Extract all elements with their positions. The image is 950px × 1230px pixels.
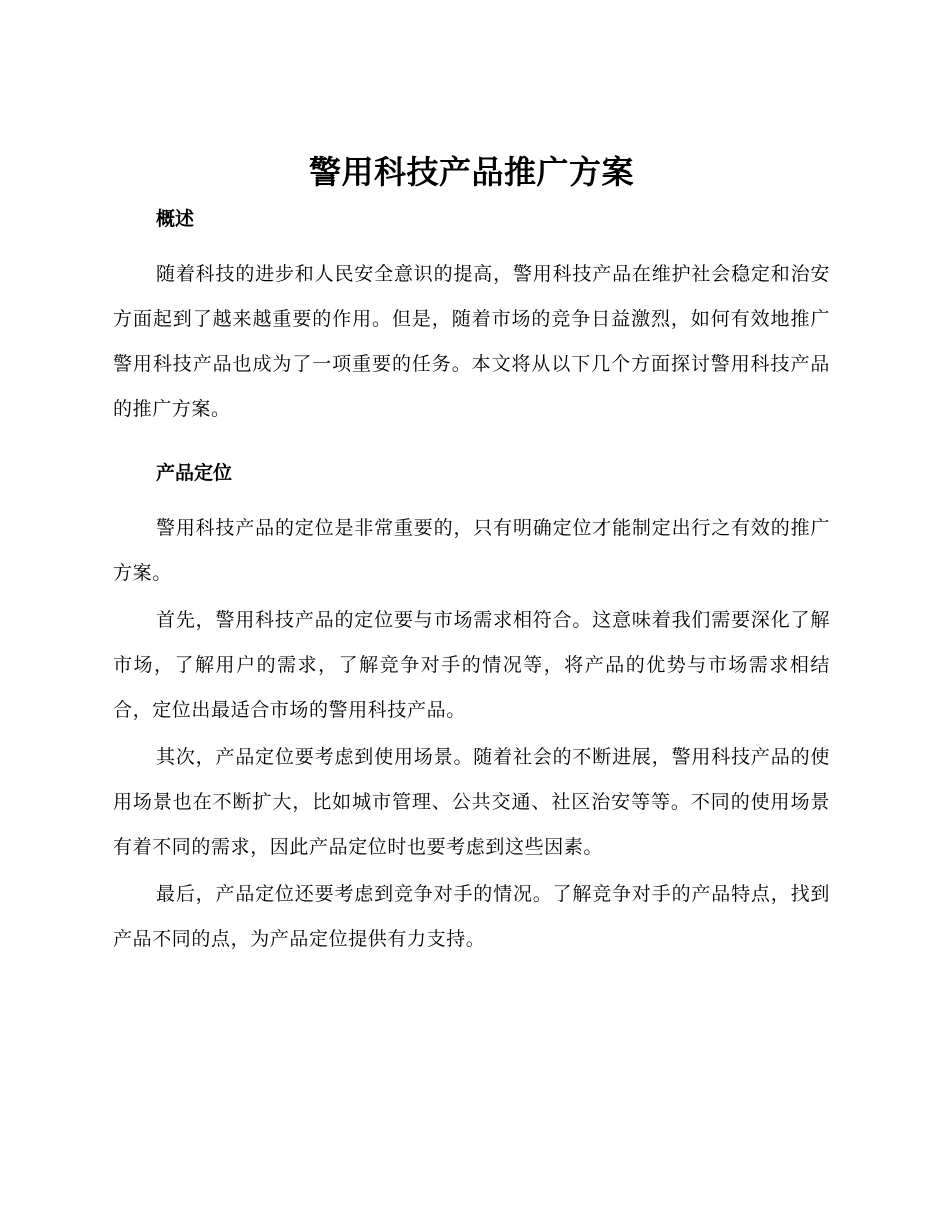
paragraph-positioning-second: 其次，产品定位要考虑到使用场景。随着社会的不断进展，警用科技产品的使用场景也在不断扩大，比如城市管理、公共交通、社区治安等等。不同的使用场景有着不同的需求，因此产品定位时也要考虑到这些因素。 (113, 746, 830, 858)
paragraph-positioning-first: 首先，警用科技产品的定位要与市场需求相符合。这意味着我们需要深化了解市场，了解用户的需求，了解竞争对手的情况等，将产品的优势与市场需求相结合，定位出最适合市场的警用科技产品。 (113, 609, 830, 721)
section-heading-overview: 概述 (156, 208, 195, 230)
document-title: 警用科技产品推广方案 (308, 153, 634, 191)
paragraph-positioning-last: 最后，产品定位还要考虑到竞争对手的情况。了解竞争对手的产品特点，找到产品不同的点，为产品定位提供有力支持。 (113, 883, 830, 950)
paragraph-overview: 随着科技的进步和人民安全意识的提高，警用科技产品在维护社会稳定和治安方面起到了越来越重要的作用。但是，随着市场的竞争日益激烈，如何有效地推广警用科技产品也成为了一项重要的任务。本文将从以下几个方面探讨警用科技产品的推广方案。 (113, 263, 830, 420)
paragraph-positioning-intro: 警用科技产品的定位是非常重要的，只有明确定位才能制定出行之有效的推广方案。 (113, 517, 830, 584)
section-heading-product-positioning: 产品定位 (156, 462, 233, 484)
